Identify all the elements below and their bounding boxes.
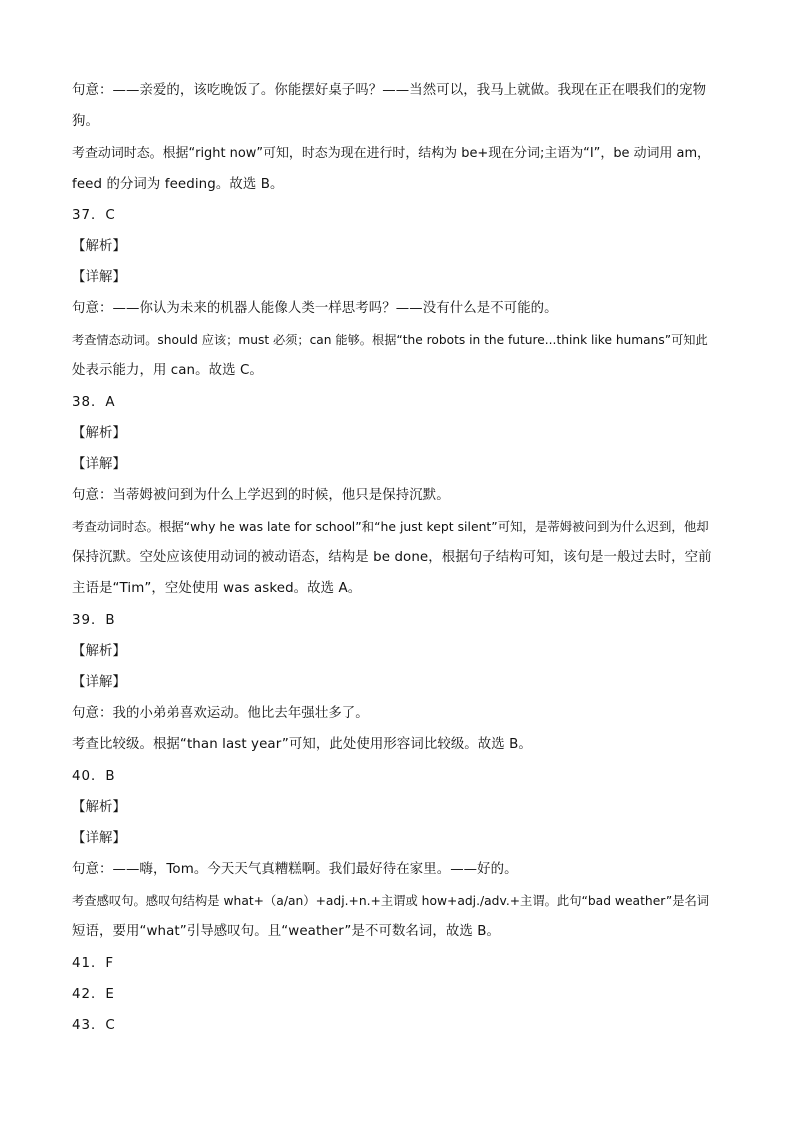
q38-analysis-line-1: 考查动词时态。根据“why he was late for school”和“he just kept silent”可知，是蒂姆被问到为什么迟到，他却: [72, 519, 709, 534]
q40-analysis-line-1: 考查感叹句。感叹句结构是 what+（a/an）+adj.+n.+主谓或 how+adj./adv.+主谓。此句“bad weather”是名词: [72, 894, 710, 908]
q36-analysis-line-2: feed 的分词为 feeding。故选 B。: [72, 177, 284, 192]
q36-meaning-line-2: 狗。: [72, 114, 99, 129]
q39-jiexi-tag: 【解析】: [72, 644, 126, 659]
q36-meaning-line-1: 句意：——亲爱的，该吃晚饭了。你能摆好桌子吗？——当然可以，我马上就做。我现在正在喂我们的宠物: [72, 83, 707, 98]
q37-xiangjie-tag: 【详解】: [72, 270, 126, 285]
q38-analysis-line-2: 保持沉默。空处应该使用动词的被动语态，结构是 be done，根据句子结构可知，该句是一般过去时，空前: [72, 550, 712, 565]
q38-answer: 38．A: [72, 395, 116, 410]
q38-analysis-line-3: 主语是“Tim”，空处使用 was asked。故选 A。: [72, 581, 362, 596]
q37-answer: 37．C: [72, 208, 116, 223]
q37-analysis-line-2: 处表示能力，用 can。故选 C。: [72, 363, 263, 378]
q38-jiexi-tag: 【解析】: [72, 426, 126, 441]
q40-analysis-line-2: 短语，要用“what”引导感叹句。且“weather”是不可数名词，故选 B。: [72, 924, 501, 939]
q39-xiangjie-tag: 【详解】: [72, 675, 126, 690]
q37-meaning: 句意：——你认为未来的机器人能像人类一样思考吗？——没有什么是不可能的。: [72, 301, 558, 316]
q40-jiexi-tag: 【解析】: [72, 800, 126, 815]
q36-analysis-line-1: 考查动词时态。根据“right now”可知，时态为现在进行时，结构为 be+现在分词;主语为“I”，be 动词用 am，: [72, 146, 710, 161]
q37-analysis-line-1: 考查情态动词。should 应该；must 必须；can 能够。根据“the robots in the future...think like humans”可知此: [72, 333, 708, 347]
q42-answer: 42．E: [72, 987, 115, 1002]
q39-analysis-line-1: 考查比较级。根据“than last year”可知，此处使用形容词比较级。故选 B。: [72, 737, 532, 752]
q39-meaning: 句意：我的小弟弟喜欢运动。他比去年强壮多了。: [72, 706, 369, 721]
q39-answer: 39．B: [72, 613, 116, 628]
q41-answer: 41．F: [72, 956, 115, 971]
q40-xiangjie-tag: 【详解】: [72, 831, 126, 846]
q43-answer: 43．C: [72, 1018, 116, 1033]
q38-xiangjie-tag: 【详解】: [72, 457, 126, 472]
q38-meaning: 句意：当蒂姆被问到为什么上学迟到的时候，他只是保持沉默。: [72, 488, 450, 503]
q40-meaning: 句意：——嗨，Tom。今天天气真糟糕啊。我们最好待在家里。——好的。: [72, 862, 518, 877]
q40-answer: 40．B: [72, 769, 116, 784]
q37-jiexi-tag: 【解析】: [72, 239, 126, 254]
